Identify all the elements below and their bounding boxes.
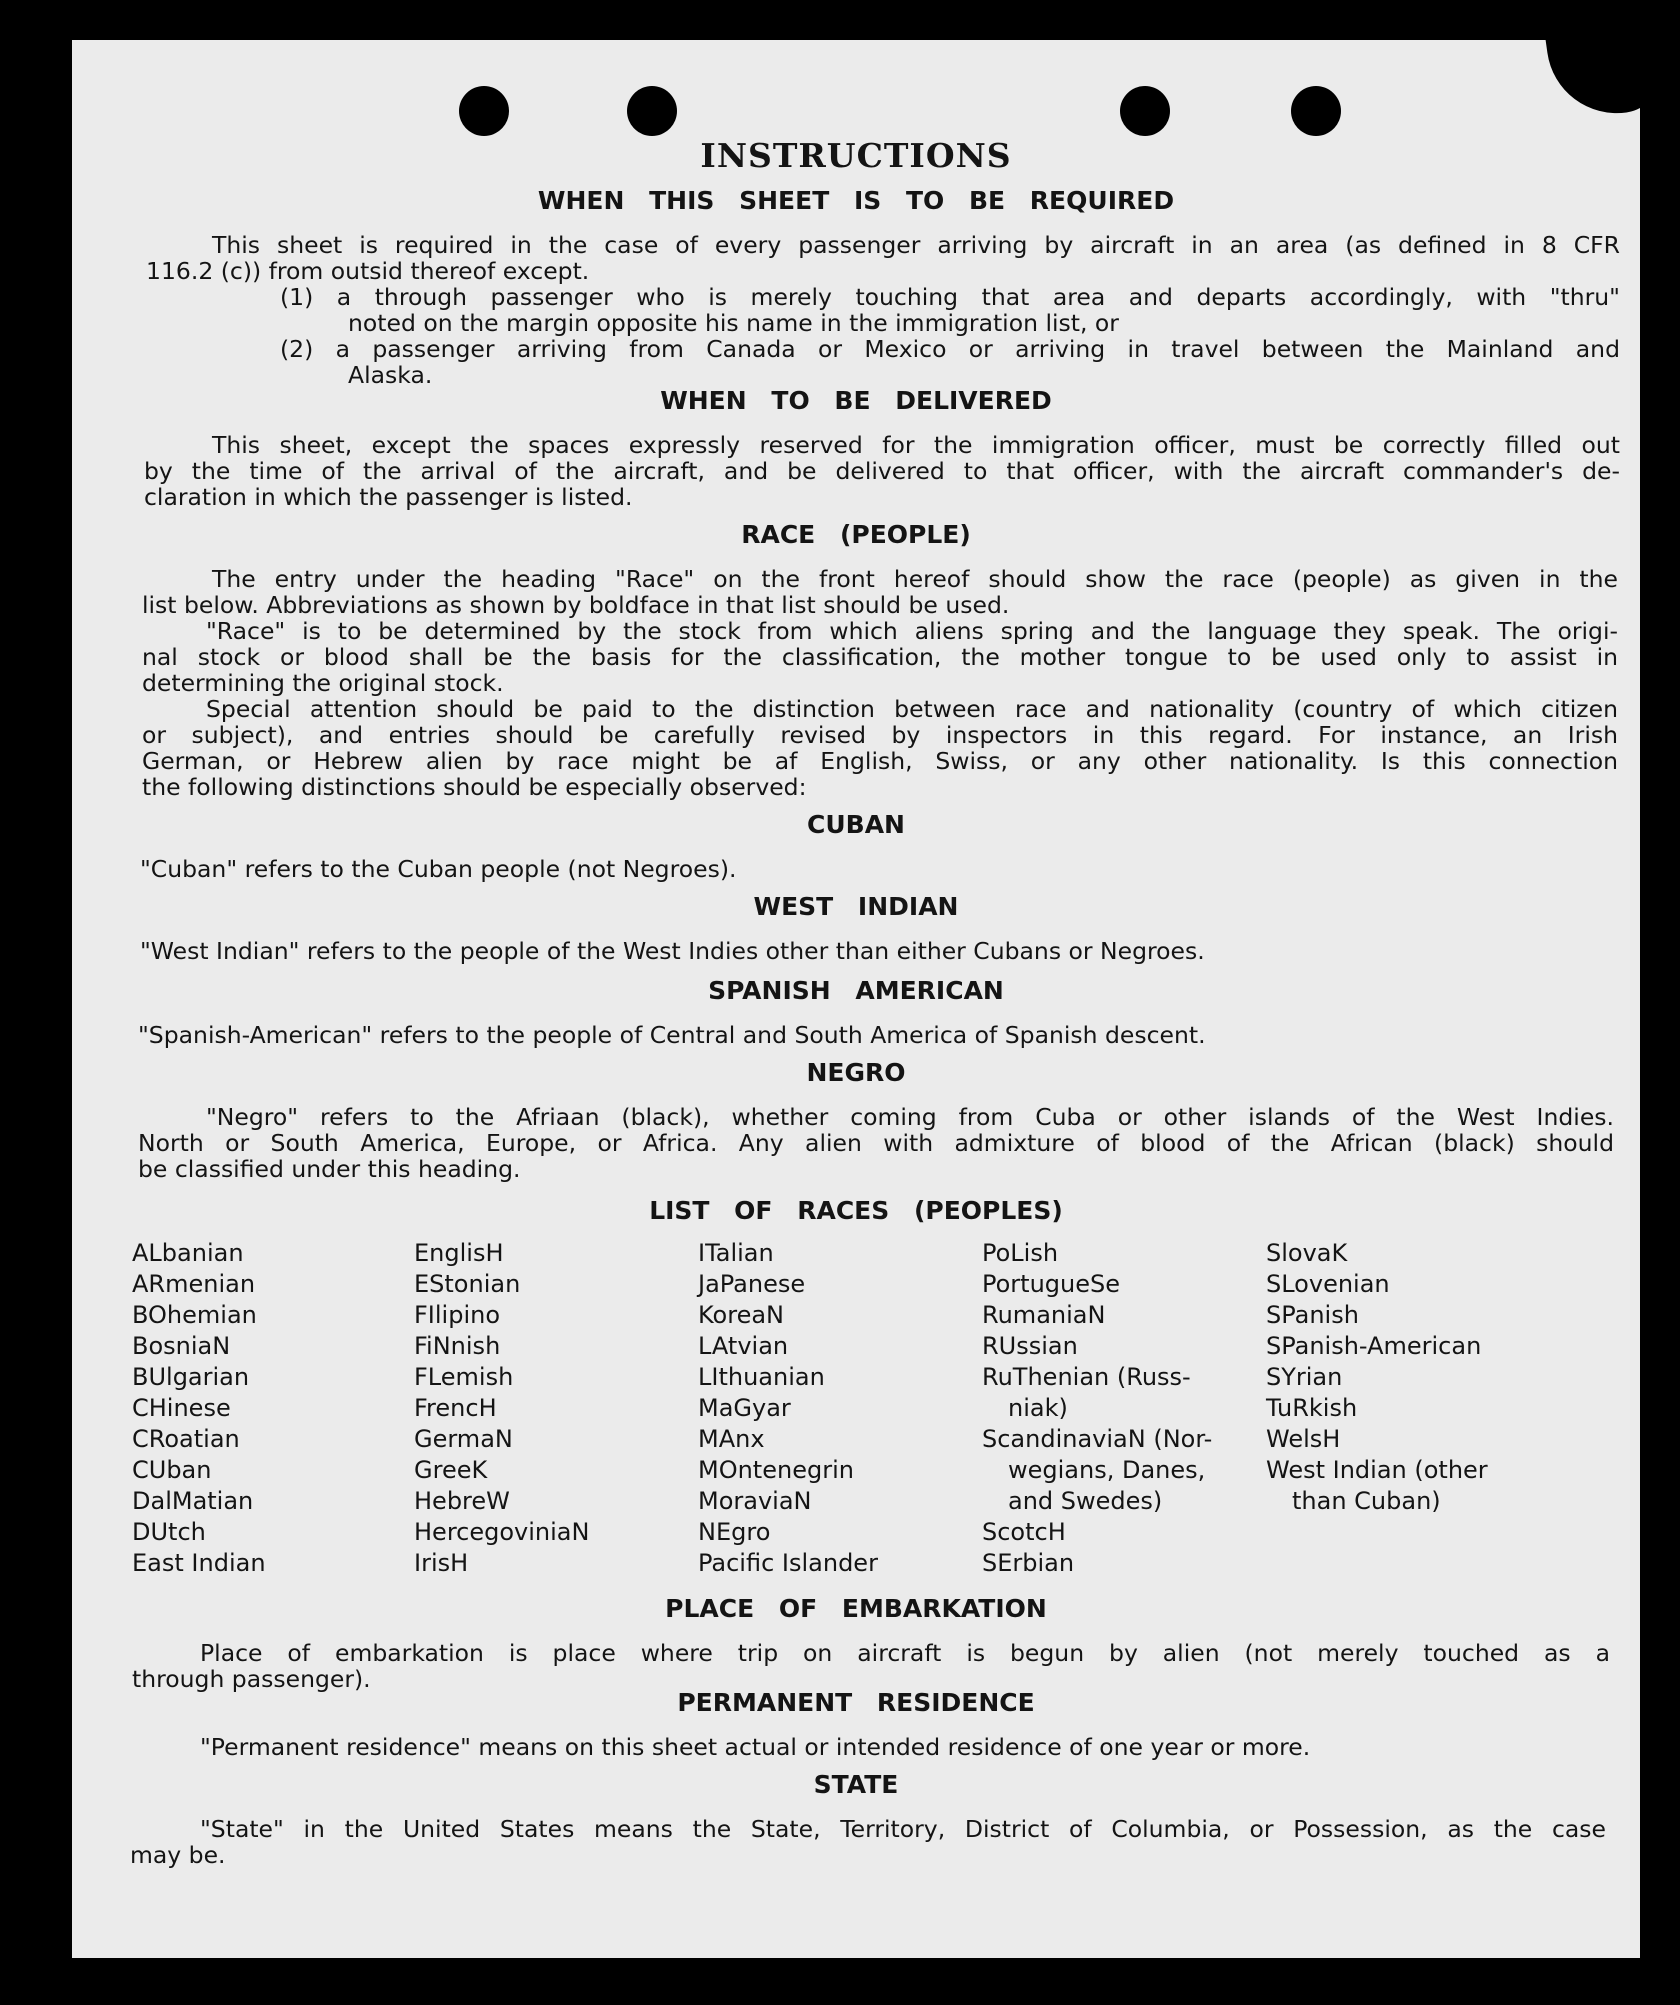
text-line: This sheet, except the spaces expressly reserved for the immigration officer, must be correctly filled out	[212, 431, 1620, 459]
heading-race: RACE (PEOPLE)	[741, 520, 971, 549]
race-item: FIlipino	[414, 1301, 501, 1329]
text-line: or subject), and entries should be carefully revised by inspectors in this regard. For instance, an Irish	[142, 721, 1618, 749]
race-item: BUlgarian	[132, 1363, 250, 1391]
race-item: wegians, Danes,	[1008, 1456, 1206, 1484]
race-item: ScandinaviaN (Nor-	[982, 1425, 1213, 1453]
race-item: ARmenian	[132, 1270, 256, 1298]
document-page	[72, 40, 1640, 1958]
text-line: by the time of the arrival of the aircraft, and be delivered to that officer, with the aircraft commander's de-	[144, 457, 1620, 485]
race-item: SPanish-American	[1266, 1332, 1482, 1360]
race-item: RumaniaN	[982, 1301, 1106, 1329]
race-item: ITalian	[698, 1239, 774, 1267]
text-line: "Race" is to be determined by the stock from which aliens spring and the language they speak. The origi-	[206, 617, 1618, 645]
race-item: East Indian	[132, 1549, 266, 1577]
text-line: (1) a through passenger who is merely touching that area and departs accordingly, with "thru"	[280, 283, 1620, 311]
text-line: "State" in the United States means the State, Territory, District of Columbia, or Possession, as the case	[200, 1815, 1606, 1843]
torn-corner	[1544, 40, 1640, 122]
race-item: SErbian	[982, 1549, 1075, 1577]
race-item: LIthuanian	[698, 1363, 825, 1391]
race-item: and Swedes)	[1008, 1487, 1163, 1515]
heading-list-of-races: LIST OF RACES (PEOPLES)	[649, 1196, 1063, 1225]
race-item: West Indian (other	[1266, 1456, 1488, 1484]
race-item: Pacific Islander	[698, 1549, 878, 1577]
race-list	[132, 1238, 1612, 1579]
race-item: BosniaN	[132, 1332, 231, 1360]
text-line: be classified under this heading.	[138, 1155, 521, 1183]
text-line: nal stock or blood shall be the basis for the classification, the mother tongue to be used only to assist in	[142, 643, 1618, 671]
race-column	[698, 1238, 982, 1579]
text-line: "Permanent residence" means on this sheet actual or intended residence of one year or more.	[200, 1733, 1311, 1761]
race-item: ScotcH	[982, 1518, 1066, 1546]
heading-negro: NEGRO	[806, 1058, 906, 1087]
race-item: MOntenegrin	[698, 1456, 854, 1484]
race-item: RuThenian (Russ-	[982, 1363, 1191, 1391]
heading-west-indian: WEST INDIAN	[753, 892, 959, 921]
race-item: SYrian	[1266, 1363, 1343, 1391]
race-item: SPanish	[1266, 1301, 1359, 1329]
race-item: RUssian	[982, 1332, 1078, 1360]
punch-hole	[1291, 86, 1341, 136]
race-item: FLemish	[414, 1363, 514, 1391]
race-item: PoLish	[982, 1239, 1059, 1267]
text-line: The entry under the heading "Race" on the front hereof should show the race (people) as given in the	[212, 565, 1618, 593]
race-item: CUban	[132, 1456, 212, 1484]
heading-cuban: CUBAN	[807, 810, 905, 839]
heading-spanish-american: SPANISH AMERICAN	[708, 976, 1004, 1005]
heading-state: STATE	[813, 1770, 899, 1799]
race-item: FrencH	[414, 1394, 497, 1422]
race-item: SLovenian	[1266, 1270, 1390, 1298]
text-line: "West Indian" refers to the people of the West Indies other than either Cubans or Negroes.	[140, 937, 1205, 965]
race-item: PortugueSe	[982, 1270, 1120, 1298]
race-column	[132, 1238, 414, 1579]
page-title: INSTRUCTIONS	[700, 136, 1012, 175]
race-item: MAnx	[698, 1425, 765, 1453]
race-column	[982, 1238, 1266, 1579]
heading-permanent-residence: PERMANENT RESIDENCE	[677, 1688, 1035, 1717]
text-line: "Spanish-American" refers to the people of Central and South America of Spanish descent.	[138, 1021, 1206, 1049]
race-item: CHinese	[132, 1394, 231, 1422]
punch-hole	[459, 86, 509, 136]
race-item: DUtch	[132, 1518, 206, 1546]
race-column	[1266, 1238, 1566, 1579]
race-item: IrisH	[414, 1549, 469, 1577]
race-item: niak)	[1008, 1394, 1068, 1422]
race-item: LAtvian	[698, 1332, 789, 1360]
text-line: North or South America, Europe, or Africa. Any alien with admixture of blood of the African (black) should	[138, 1129, 1614, 1157]
race-item: BOhemian	[132, 1301, 257, 1329]
race-item: MaGyar	[698, 1394, 791, 1422]
heading-when-delivered: WHEN TO BE DELIVERED	[660, 386, 1052, 415]
race-column	[414, 1238, 698, 1579]
race-item: than Cuban)	[1292, 1487, 1441, 1515]
race-item: EStonian	[414, 1270, 521, 1298]
text-line: noted on the margin opposite his name in the immigration list, or	[348, 309, 1119, 337]
text-line: claration in which the passenger is listed.	[144, 483, 633, 511]
race-item: NEgro	[698, 1518, 771, 1546]
text-line: (2) a passenger arriving from Canada or Mexico or arriving in travel between the Mainland and	[280, 335, 1620, 363]
race-item: EnglisH	[414, 1239, 504, 1267]
race-item: GermaN	[414, 1425, 513, 1453]
punch-hole	[1120, 86, 1170, 136]
race-item: HebreW	[414, 1487, 510, 1515]
text-line: Special attention should be paid to the distinction between race and nationality (country of which citizen	[206, 695, 1618, 723]
text-line: list below. Abbreviations as shown by boldface in that list should be used.	[142, 591, 1010, 619]
text-line: Place of embarkation is place where trip on aircraft is begun by alien (not merely touched as a	[200, 1639, 1610, 1667]
text-line: This sheet is required in the case of every passenger arriving by aircraft in an area (as defined in 8 CFR	[212, 231, 1620, 259]
text-line: "Negro" refers to the Afriaan (black), whether coming from Cuba or other islands of the West Indies.	[206, 1103, 1614, 1131]
punch-hole	[627, 86, 677, 136]
race-item: HercegoviniaN	[414, 1518, 590, 1546]
text-line: 116.2 (c)) from outsid thereof except.	[146, 257, 590, 285]
text-line: determining the original stock.	[142, 669, 504, 697]
race-item: TuRkish	[1266, 1394, 1358, 1422]
race-item: DalMatian	[132, 1487, 254, 1515]
race-item: ALbanian	[132, 1239, 244, 1267]
heading-when-required: WHEN THIS SHEET IS TO BE REQUIRED	[537, 186, 1175, 215]
race-item: JaPanese	[698, 1270, 806, 1298]
race-item: SlovaK	[1266, 1239, 1348, 1267]
text-line: German, or Hebrew alien by race might be af English, Swiss, or any other nationality. Is this connection	[142, 747, 1618, 775]
race-item: WelsH	[1266, 1425, 1341, 1453]
text-line: "Cuban" refers to the Cuban people (not Negroes).	[140, 855, 737, 883]
heading-embarkation: PLACE OF EMBARKATION	[665, 1594, 1047, 1623]
race-item: FiNnish	[414, 1332, 501, 1360]
race-item: CRoatian	[132, 1425, 240, 1453]
text-line: Alaska.	[348, 361, 433, 389]
race-item: MoraviaN	[698, 1487, 812, 1515]
race-item: GreeK	[414, 1456, 488, 1484]
text-line: the following distinctions should be especially observed:	[142, 773, 807, 801]
text-line: through passenger).	[132, 1665, 371, 1693]
text-line: may be.	[130, 1841, 226, 1869]
race-item: KoreaN	[698, 1301, 784, 1329]
